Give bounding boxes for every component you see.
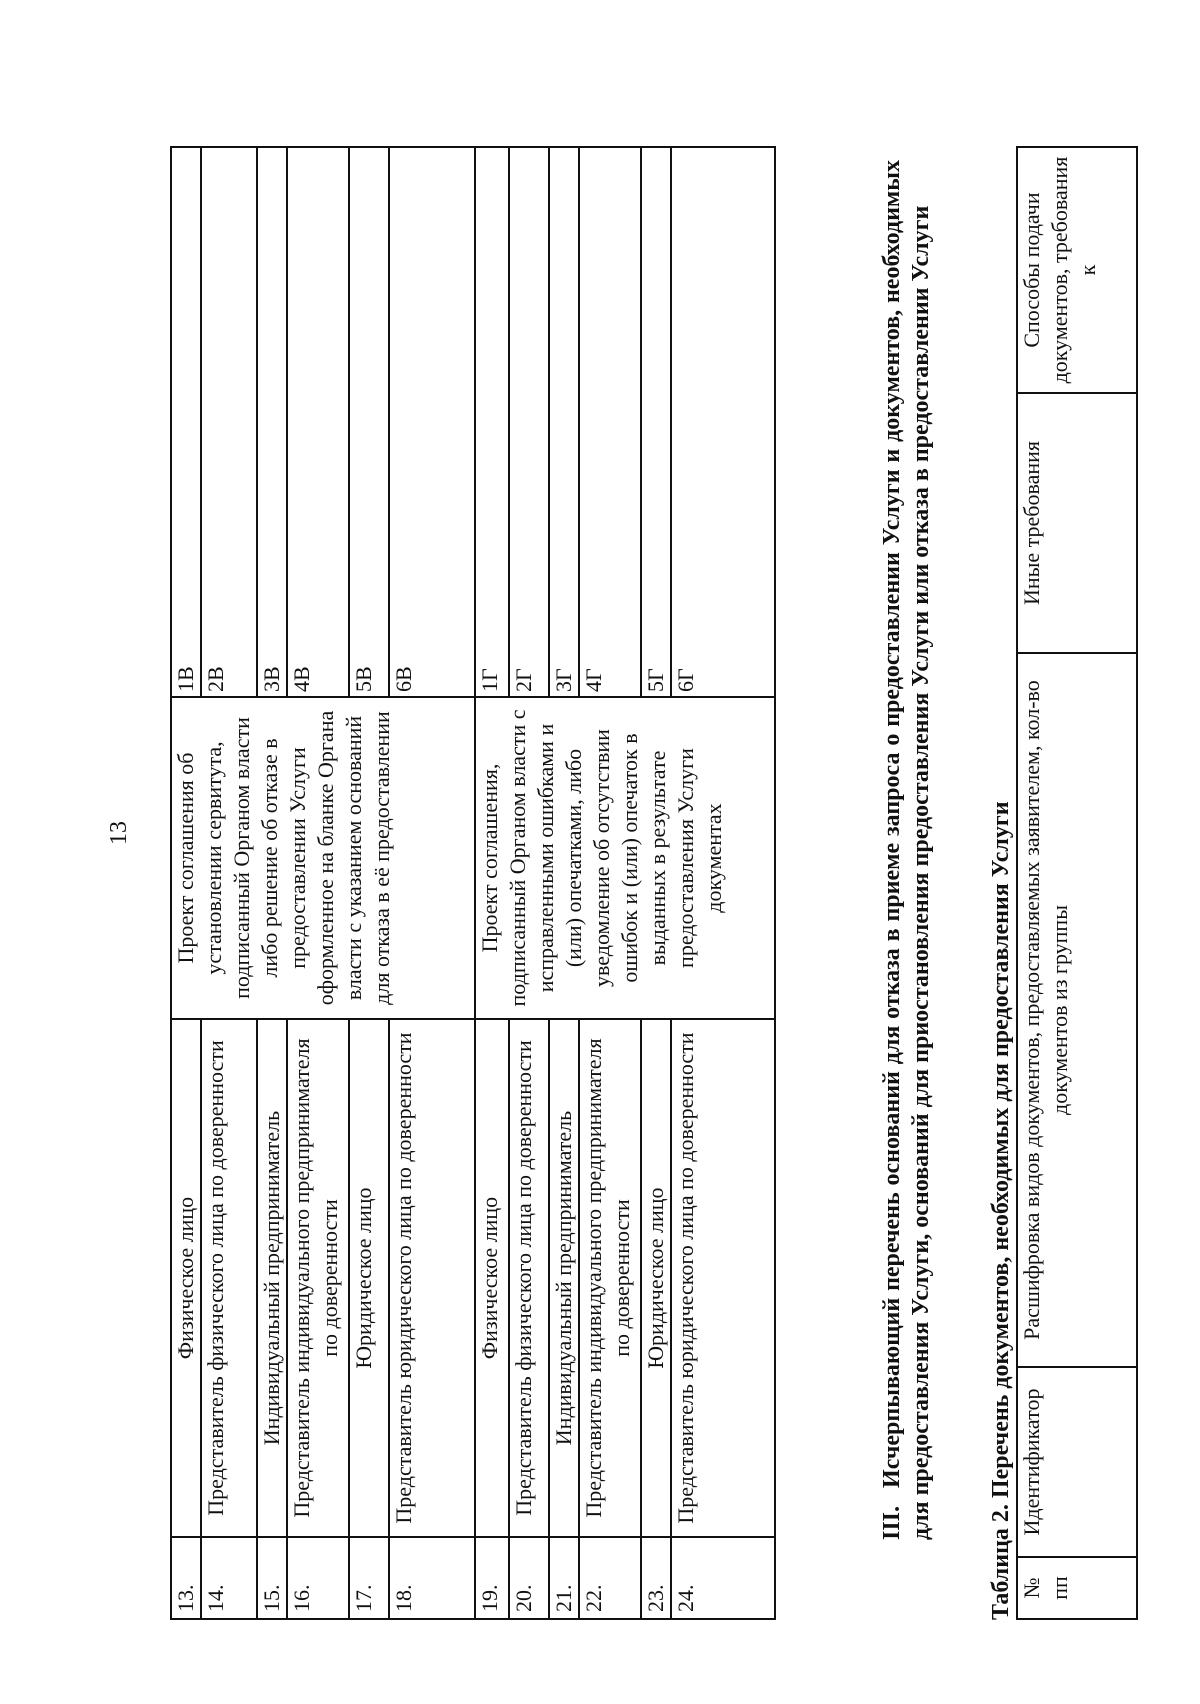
- row-number: 23.: [641, 1537, 671, 1619]
- table-row: [171, 147, 201, 1619]
- variant-code: 1В: [171, 147, 201, 697]
- row-number: 21.: [549, 1537, 579, 1619]
- variant-code: 1Г: [475, 147, 509, 697]
- table-row: [475, 147, 509, 1619]
- applicant-category: Представитель физического лица по доверенности: [509, 1019, 549, 1537]
- variant-code: 6В: [389, 147, 475, 697]
- applicant-category: Представитель индивидуального предпринимателя по доверенности: [579, 1019, 641, 1537]
- applicant-category: Представитель физического лица по доверенности: [201, 1019, 257, 1537]
- row-number: 24.: [671, 1537, 775, 1619]
- row-number: 14.: [201, 1537, 257, 1619]
- variant-code: 4В: [287, 147, 349, 697]
- row-number: 18.: [389, 1537, 475, 1619]
- section-title: Исчерпывающий перечень оснований для отказа в приеме запроса о предоставлении Услуги и документов, необходимых для предоставления Услуги, оснований для приостановления предоставления Услуги или отказа в предоставлении Услуги: [879, 160, 934, 1540]
- row-number: 20.: [509, 1537, 549, 1619]
- variant-code: 4Г: [579, 147, 641, 697]
- table-header-row: [1017, 147, 1137, 1619]
- applicant-category: Юридическое лицо: [641, 1019, 671, 1537]
- applicants-results-table: [170, 146, 776, 1620]
- applicant-category: Представитель юридического лица по доверенности: [671, 1019, 775, 1537]
- variant-code: 5Г: [641, 147, 671, 697]
- rotated-document-page: [20, 20, 1180, 1620]
- column-header: Расшифровка видов документов, предоставляемых заявителем, кол-во документов из группы: [1017, 653, 1137, 1367]
- page-number: 13: [106, 821, 132, 845]
- service-result: Проект соглашения об установлении сервитута, подписанный Органом власти либо решение об отказе в предоставлении Услуги оформленное на бланке Органа власти с указанием оснований для отказа в её предоставлении: [171, 697, 475, 1019]
- table-caption: Таблица 2. Перечень документов, необходимых для предоставления Услуги: [988, 801, 1014, 1620]
- section-heading: [878, 160, 936, 1540]
- applicant-category: Физическое лицо: [475, 1019, 509, 1537]
- row-number: 16.: [287, 1537, 349, 1619]
- section-number: III.: [879, 1505, 905, 1540]
- service-result: Проект соглашения, подписанный Органом власти с исправленными ошибками и (или) опечатками, либо уведомление об отсутствии ошибок и (или) опечаток в выданных в результате предоставления Услуги документах: [475, 697, 775, 1019]
- applicant-category: Юридическое лицо: [349, 1019, 389, 1537]
- column-header: Иные требования: [1017, 393, 1137, 653]
- variant-code: 5В: [349, 147, 389, 697]
- applicant-category: Индивидуальный предприниматель: [257, 1019, 287, 1537]
- column-header: Способы подачи документов, требования к: [1017, 147, 1137, 393]
- column-header: № пп: [1017, 1557, 1137, 1619]
- variant-code: 3Г: [549, 147, 579, 697]
- variant-code: 2В: [201, 147, 257, 697]
- variant-code: 2Г: [509, 147, 549, 697]
- applicant-category: Представитель индивидуального предпринимателя по доверенности: [287, 1019, 349, 1537]
- column-header: Идентификатор: [1017, 1367, 1137, 1557]
- row-number: 17.: [349, 1537, 389, 1619]
- row-number: 15.: [257, 1537, 287, 1619]
- variant-code: 3В: [257, 147, 287, 697]
- applicant-category: Индивидуальный предприниматель: [549, 1019, 579, 1537]
- row-number: 19.: [475, 1537, 509, 1619]
- applicant-category: Физическое лицо: [171, 1019, 201, 1537]
- row-number: 22.: [579, 1537, 641, 1619]
- row-number: 13.: [171, 1537, 201, 1619]
- documents-table: [1016, 146, 1138, 1620]
- variant-code: 6Г: [671, 147, 775, 697]
- applicant-category: Представитель юридического лица по доверенности: [389, 1019, 475, 1537]
